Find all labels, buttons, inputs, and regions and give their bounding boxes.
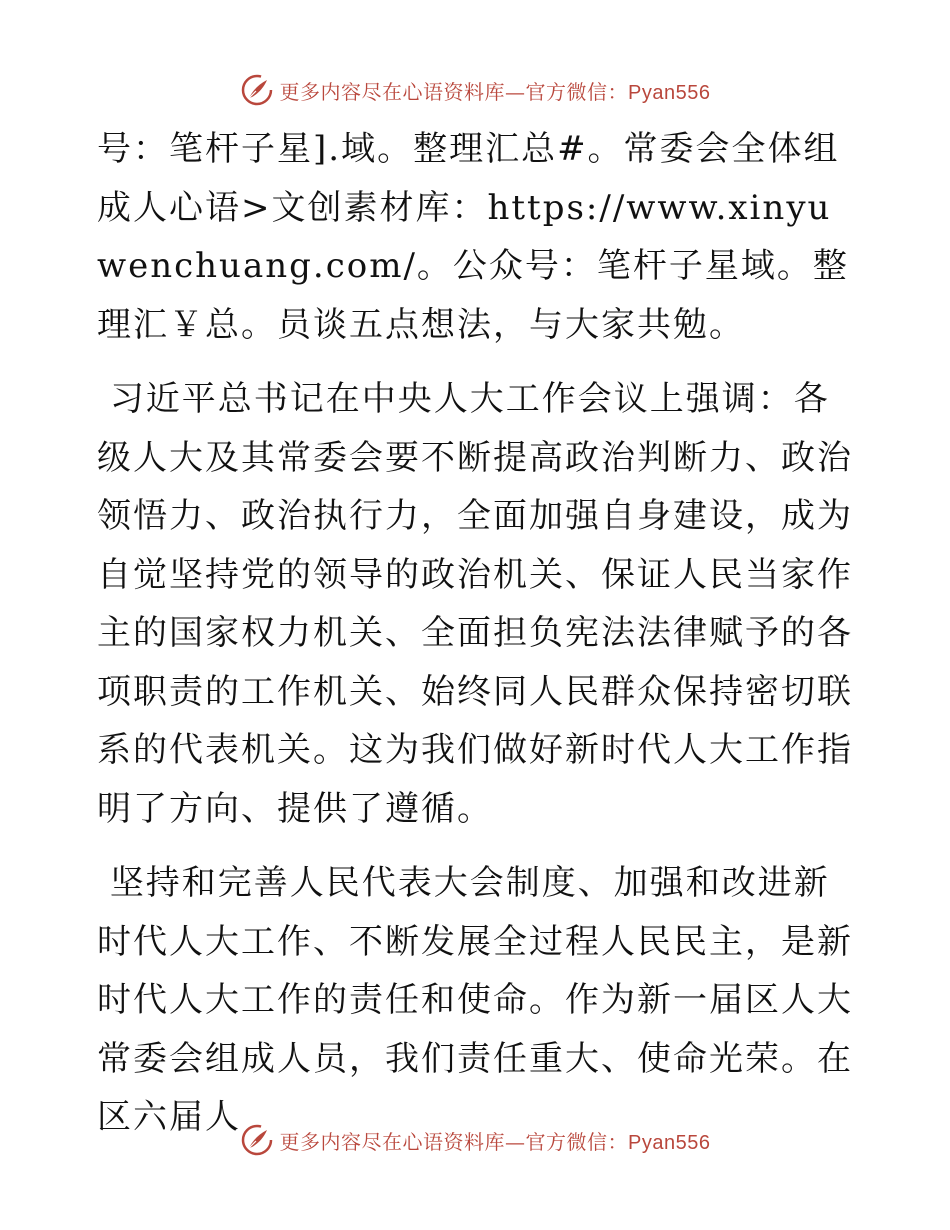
feather-pen-logo-icon	[240, 73, 274, 107]
feather-pen-logo-icon	[240, 1123, 274, 1157]
footer-wechat-id: Pyan556	[628, 1131, 711, 1154]
paragraph-1: 号：笔杆子星].域。整理汇总#。常委会全体组成人心语>文创素材库：https://www.xinyuwenchuang.com/。公众号：笔杆子星域。整理汇￥总。员谈五点想法，与大家共勉。	[97, 129, 849, 345]
paragraph-3: 坚持和完善人民代表大会制度、加强和改进新时代人大工作、不断发展全过程人民民主，是新时代人大工作的责任和使命。作为新一届区人大常委会组成人员，我们责任重大、使命光荣。在区六届人	[97, 863, 853, 1137]
document-body	[97, 120, 857, 1147]
paragraph-2: 习近平总书记在中央人大工作会议上强调：各级人大及其常委会要不断提高政治判断力、政治领悟力、政治执行力，全面加强自身建设，成为自觉坚持党的领导的政治机关、保证人民当家作主的国家权力机关、全面担负宪法法律赋予的各项职责的工作机关、始终同人民群众保持密切联系的代表机关。这为我们做好新时代人大工作指明了方向、提供了遵循。	[97, 379, 853, 829]
footer-banner-text: 更多内容尽在心语资料库—官方微信：Pyan556	[279, 1129, 711, 1154]
footer-banner	[0, 1120, 950, 1160]
header-wechat-id: Pyan556	[628, 81, 711, 104]
header-banner	[0, 70, 950, 110]
header-banner-text: 更多内容尽在心语资料库—官方微信：Pyan556	[279, 79, 711, 104]
